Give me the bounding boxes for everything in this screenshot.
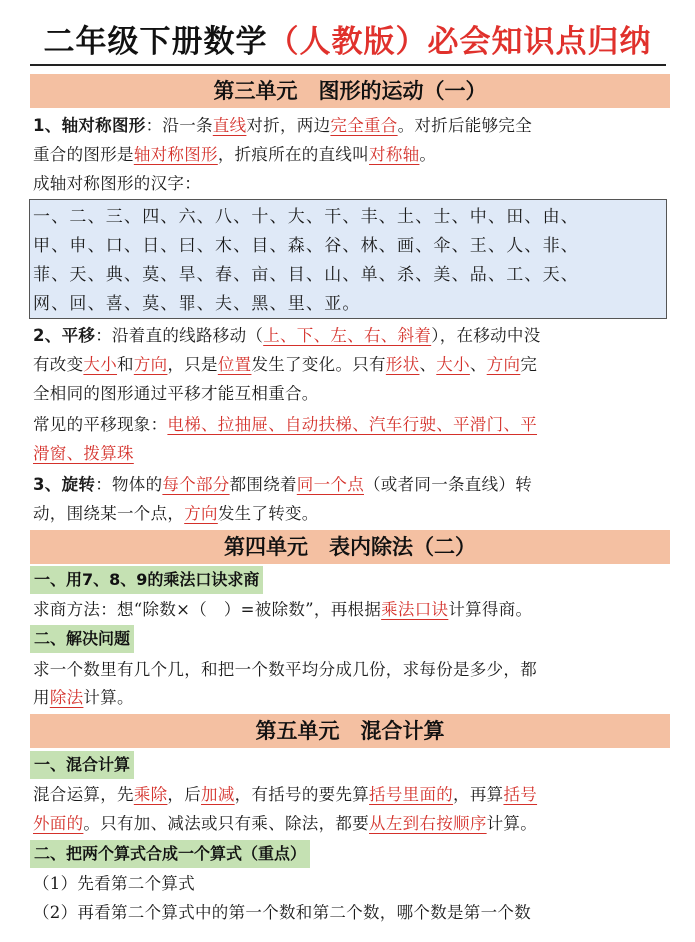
chars-row: 菲、天、典、莫、旱、春、亩、目、山、单、杀、美、品、工、天、 xyxy=(33,265,579,285)
text: （或者同一条直线）转 xyxy=(364,475,532,494)
text: 有改变 xyxy=(33,355,84,374)
key-term: 完全重合 xyxy=(330,116,398,135)
text: 发生了转变。 xyxy=(217,504,319,523)
key-term: 大小 xyxy=(436,355,470,374)
text: ，有括号的要先算 xyxy=(234,785,370,804)
unit4-sec2-line-2 xyxy=(33,686,673,710)
axial-line-2 xyxy=(33,143,673,167)
key-term: 从左到右按顺序 xyxy=(369,814,487,833)
key-term: 同一个点 xyxy=(296,475,364,494)
text: 混合运算，先 xyxy=(33,785,134,804)
text: ，折痕所在的直线叫 xyxy=(217,145,370,164)
key-term: 直线 xyxy=(212,116,247,135)
text: 完 xyxy=(520,355,538,374)
text: 求商方法：想“除数×（ ）=被除数”，再根据 xyxy=(33,600,382,619)
page-title xyxy=(0,22,695,62)
unit5-sec1-line-2 xyxy=(33,812,673,836)
unit5-sec2-line-2: （2）再看第二个算式中的第一个数和第二个数，哪个数是第一个数 xyxy=(33,903,531,922)
symmetric-chars-box xyxy=(29,199,667,319)
unit4-header: 第四单元 表内除法（二） xyxy=(30,530,670,564)
key-term: 乘法口诀 xyxy=(381,600,449,619)
translation-line-5 xyxy=(33,442,673,466)
title-main: 二年级下册数学 xyxy=(43,24,268,60)
unit5-sec2-line-1: （1）先看第二个算式 xyxy=(33,874,195,893)
unit4-section2-title: 二、解决问题 xyxy=(30,625,134,653)
axial-label: 1、轴对称图形 xyxy=(33,116,146,135)
rotation-line-2 xyxy=(33,502,673,526)
text: 常见的平移现象： xyxy=(33,415,168,434)
key-term: 形状 xyxy=(385,355,420,374)
rotation-label: 3、旋转 xyxy=(33,475,96,494)
key-term: 轴对称图形 xyxy=(133,145,218,164)
text: ：沿一条 xyxy=(145,116,213,135)
translation-line-1 xyxy=(33,324,673,348)
text: ：沿着直的线路移动（ xyxy=(95,326,264,345)
key-term: 电梯、拉抽屉、自动扶梯、汽车行驶、平滑门、平 xyxy=(167,415,538,434)
translation-line-3: 全相同的图形通过平移才能互相重合。 xyxy=(33,384,319,403)
key-term: 方向 xyxy=(184,504,218,523)
text: ：物体的 xyxy=(95,475,163,494)
text: 计算。 xyxy=(486,814,538,833)
text: 。 xyxy=(419,145,437,164)
key-term: 加减 xyxy=(201,785,235,804)
translation-line-4 xyxy=(33,413,673,437)
text: 发生了变化。只有 xyxy=(251,355,386,374)
rotation-line-1 xyxy=(33,473,673,497)
unit4-sec2-line-1: 求一个数里有几个几，和把一个数平均分成几份，求每份是多少，都 xyxy=(33,660,537,679)
text: 、 xyxy=(419,355,437,374)
text: 计算。 xyxy=(83,688,134,707)
unit4-section1-title: 一、用7、8、9的乘法口诀求商 xyxy=(30,566,263,594)
chars-row: 网、回、喜、莫、罪、夫、黑、里、亚。 xyxy=(33,294,361,314)
key-term: 大小 xyxy=(83,355,118,374)
axial-line-1 xyxy=(33,114,673,138)
key-term: 上、下、左、右、斜着 xyxy=(263,326,432,345)
text: ，后 xyxy=(167,785,202,804)
key-term: 括号里面的 xyxy=(369,785,454,804)
key-term: 方向 xyxy=(133,355,168,374)
unit5-header: 第五单元 混合计算 xyxy=(30,714,670,748)
unit3-header: 第三单元 图形的运动（一） xyxy=(30,74,670,108)
text: 重合的图形是 xyxy=(33,145,134,164)
text: 、 xyxy=(469,355,487,374)
unit5-section1-title: 一、混合计算 xyxy=(30,751,134,779)
text: 动，围绕某一个点， xyxy=(33,504,185,523)
chars-row: 一、二、三、四、六、八、十、大、干、丰、土、士、中、田、由、 xyxy=(33,207,579,227)
text: 。只有加、减法或只有乘、除法，都要 xyxy=(83,814,370,833)
unit4-sec1-line-1 xyxy=(33,598,673,622)
text: 用 xyxy=(33,688,50,707)
translation-line-2 xyxy=(33,353,673,377)
title-edition: （人教版） xyxy=(267,24,428,60)
unit5-section2-title: 二、把两个算式合成一个算式（重点） xyxy=(30,840,310,868)
key-term: 外面的 xyxy=(33,814,84,833)
key-term: 位置 xyxy=(217,355,252,374)
key-term: 对称轴 xyxy=(369,145,420,164)
text: 。对折后能够完全 xyxy=(397,116,533,135)
key-term: 滑窗、拨算珠 xyxy=(33,444,134,463)
text: 和 xyxy=(117,355,134,374)
title-underline xyxy=(30,64,666,66)
text: ，只是 xyxy=(167,355,218,374)
text: 计算得商。 xyxy=(448,600,533,619)
key-term: 除法 xyxy=(49,688,84,707)
text: ，再算 xyxy=(453,785,504,804)
title-suffix: 必会知识点归纳 xyxy=(427,24,652,60)
chars-row: 甲、申、口、日、曰、木、目、森、谷、林、画、伞、王、人、非、 xyxy=(33,236,579,256)
key-term: 每个部分 xyxy=(162,475,230,494)
key-term: 括号 xyxy=(503,785,538,804)
text: ），在移动中没 xyxy=(431,326,541,345)
text: 对折，两边 xyxy=(246,116,331,135)
key-term: 方向 xyxy=(486,355,521,374)
translation-label: 2、平移 xyxy=(33,326,96,345)
chars-title: 成轴对称图形的汉字： xyxy=(33,174,201,193)
unit5-sec1-line-1 xyxy=(33,783,673,807)
key-term: 乘除 xyxy=(133,785,168,804)
text: 都围绕着 xyxy=(229,475,297,494)
